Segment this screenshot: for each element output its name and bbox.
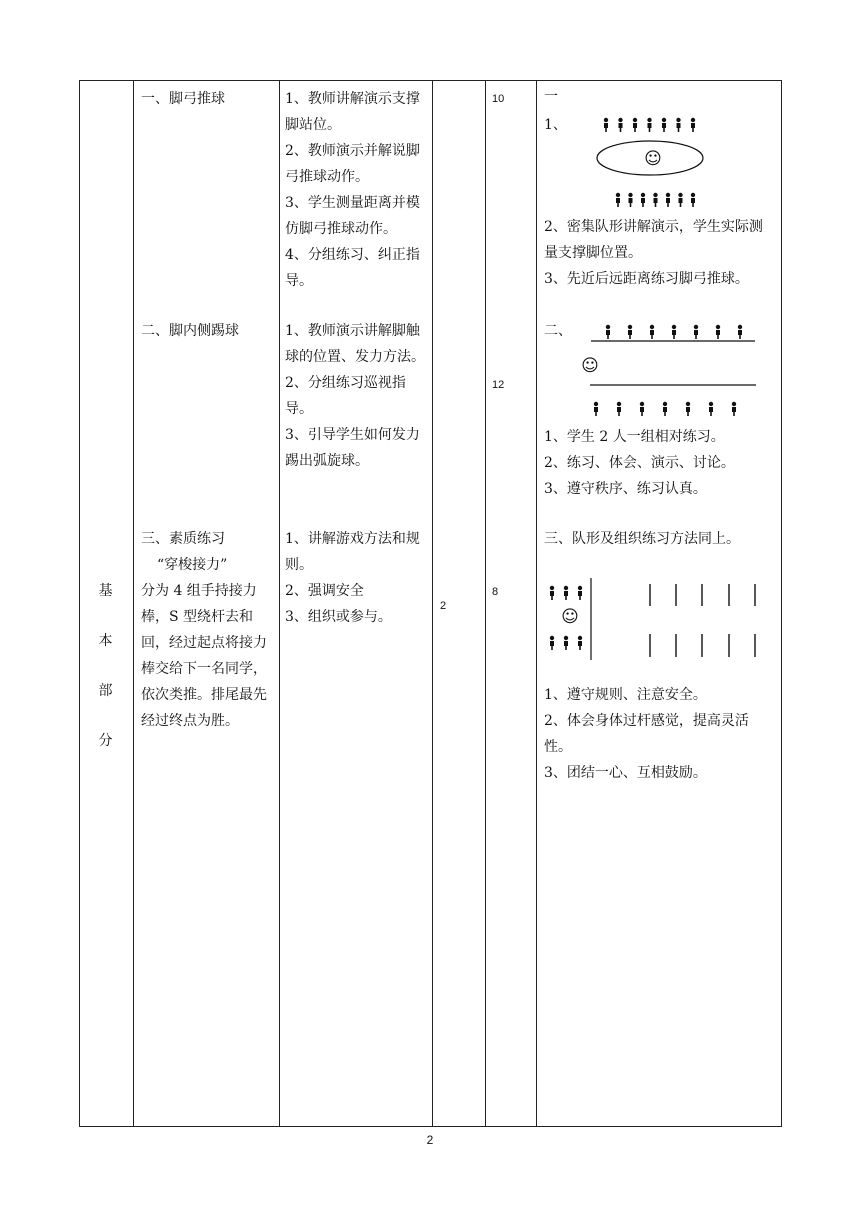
section-char: 本 <box>98 633 113 649</box>
teacher-step: 4、分组练习、纠正指导。 <box>285 247 420 289</box>
section-char: 部 <box>98 683 113 699</box>
pole-set <box>650 584 755 657</box>
teacher-icon: ☺ <box>561 607 579 627</box>
content-title: 三、素质练习 <box>141 531 225 547</box>
student-icon <box>578 636 582 650</box>
teacher-step: 2、教师演示并解说脚弓推球动作。 <box>285 143 420 185</box>
content-quote: “穿梭接力” <box>157 557 228 573</box>
teacher-icon: ☺ <box>644 149 662 169</box>
teacher-step: 2、强调安全 <box>285 583 364 599</box>
org-note: 1、学生 2 人一组相对练习。 <box>544 429 725 445</box>
org-note: 1、遵守规则、注意安全。 <box>544 687 707 703</box>
org-prefix: 二、 <box>544 323 572 339</box>
org-note: 3、遵守秩序、练习认真。 <box>544 481 707 497</box>
teacher-step: 3、引导学生如何发力踢出弧旋球。 <box>285 427 420 469</box>
section-char: 分 <box>98 733 113 749</box>
page-number: 2 <box>426 1133 434 1147</box>
teacher-step: 1、教师演示讲解脚触球的位置、发力方法。 <box>285 323 425 365</box>
time-value: 12 <box>492 379 505 391</box>
org-note: 2、练习、体会、演示、讨论。 <box>544 455 735 471</box>
org-note: 2、密集队形讲解演示，学生实际测量支撑脚位置。 <box>544 219 763 261</box>
content-body: 分为 4 组手持接力棒，S 型绕杆去和回，经过起点将接力棒交给下一名同学，依次类推。排尾最先经过终点为胜。 <box>141 583 267 729</box>
time-value: 10 <box>492 93 505 105</box>
student-icon <box>550 636 554 650</box>
teacher-step: 3、学生测量距离并模仿脚弓推球动作。 <box>285 195 420 237</box>
teacher-step: 3、组织或参与。 <box>285 609 392 625</box>
student-icon <box>578 586 582 600</box>
org-note: 3、先近后远距离练习脚弓推球。 <box>544 271 749 287</box>
teacher-step: 1、讲解游戏方法和规则。 <box>285 531 420 573</box>
count-value: 2 <box>440 600 447 612</box>
section-char: 基 <box>98 583 113 599</box>
org-note: 2、体会身体过杆感觉，提高灵活性。 <box>544 713 749 755</box>
student-row <box>550 636 582 650</box>
teacher-icon: ☺ <box>581 356 599 376</box>
time-value: 8 <box>492 586 499 598</box>
student-icon <box>564 636 568 650</box>
content-item-2: 二、脚内侧踢球 <box>141 323 239 339</box>
org-intro: 三、队形及组织练习方法同上。 <box>544 531 740 547</box>
org-note: 3、团结一心、互相鼓励。 <box>544 765 707 781</box>
student-icon <box>550 586 554 600</box>
org-prefix: 一 <box>544 89 558 105</box>
teacher-step: 1、教师讲解演示支撑脚站位。 <box>285 91 420 133</box>
org-notes-3 <box>544 682 772 786</box>
teacher-step: 2、分组练习巡视指导。 <box>285 375 406 417</box>
student-row <box>550 586 582 600</box>
content-item-1: 一、脚弓推球 <box>141 91 225 107</box>
student-icon <box>564 586 568 600</box>
org-sub: 1、 <box>544 117 567 133</box>
